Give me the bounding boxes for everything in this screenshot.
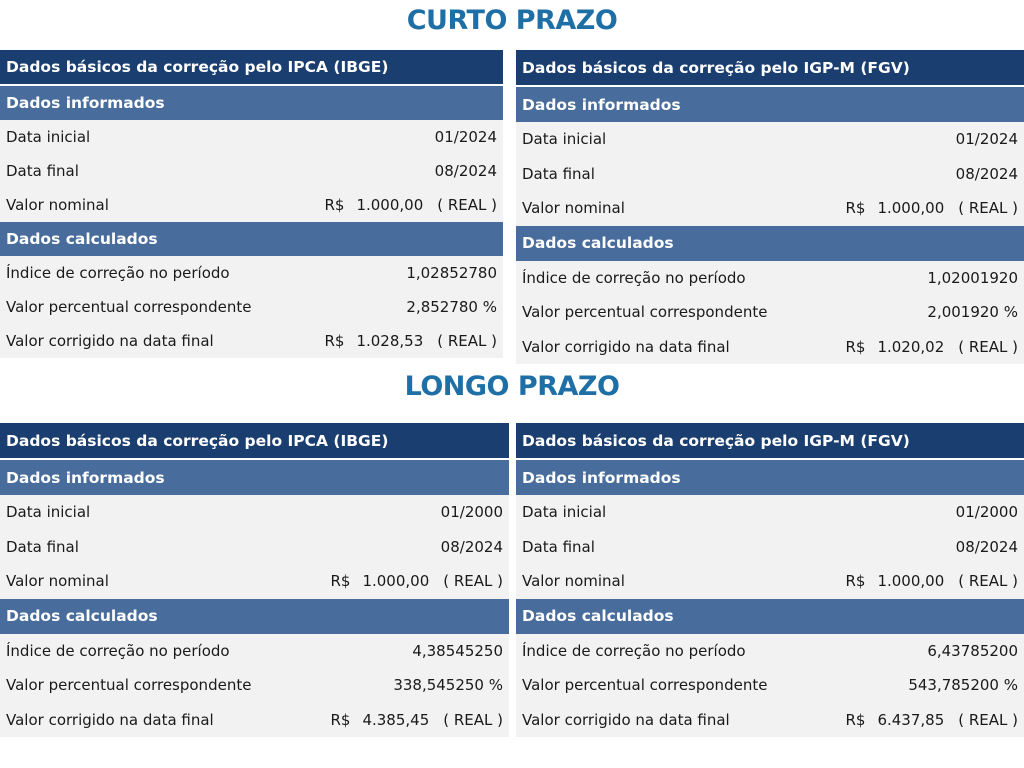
currency-symbol: R$	[324, 196, 345, 214]
value-data-inicial: 01/2024	[955, 130, 1018, 149]
panel-header: Dados básicos da correção pelo IPCA (IBGE)	[0, 423, 509, 460]
currency-symbol: R$	[845, 337, 866, 356]
label-indice: Índice de correção no período	[522, 641, 746, 660]
currency-symbol: R$	[845, 572, 866, 591]
short-term-title: CURTO PRAZO	[406, 5, 618, 36]
row-indice	[516, 634, 1024, 669]
row-data-inicial	[0, 120, 503, 154]
unit-label: ( REAL )	[443, 710, 503, 729]
currency-symbol: R$	[845, 710, 866, 729]
value-corrigido: 1.028,53	[356, 332, 424, 350]
label-valor-nominal: Valor nominal	[522, 199, 625, 218]
row-corrigido	[516, 330, 1024, 365]
label-data-inicial: Data inicial	[522, 130, 607, 149]
unit-label: ( REAL )	[437, 332, 497, 350]
label-valor-nominal: Valor nominal	[522, 572, 625, 591]
informed-data-header: Dados informados	[0, 460, 509, 495]
row-data-final	[0, 154, 503, 188]
value-indice: 6,43785200	[927, 641, 1018, 660]
panel-header: Dados básicos da correção pelo IGP-M (FGV)	[516, 423, 1024, 460]
value-data-final: 08/2024	[440, 537, 503, 556]
label-data-inicial: Data inicial	[6, 128, 91, 146]
panel-header: Dados básicos da correção pelo IPCA (IBGE)	[0, 50, 503, 86]
value-valor-nominal: 1.000,00	[356, 196, 424, 214]
informed-data-header: Dados informados	[516, 460, 1024, 495]
correction-panel	[0, 50, 503, 358]
long-term-title: LONGO PRAZO	[404, 371, 620, 402]
value-corrigido: 4.385,45	[362, 710, 430, 729]
unit-label: ( REAL )	[958, 337, 1018, 356]
value-data-inicial: 01/2000	[440, 503, 503, 522]
label-indice: Índice de correção no período	[6, 641, 230, 660]
calculated-data-header: Dados calculados	[516, 599, 1024, 634]
value-percentual: 2,001920 %	[927, 303, 1018, 322]
row-data-inicial	[0, 495, 509, 530]
value-corrigido: 1.020,02	[877, 337, 945, 356]
informed-data-header: Dados informados	[516, 87, 1024, 122]
row-percentual	[0, 290, 503, 324]
label-corrigido: Valor corrigido na data final	[522, 710, 730, 729]
label-valor-nominal: Valor nominal	[6, 196, 109, 214]
unit-label: ( REAL )	[443, 572, 503, 591]
value-indice: 4,38545250	[412, 641, 503, 660]
unit-label: ( REAL )	[958, 199, 1018, 218]
value-valor-nominal: 1.000,00	[877, 199, 945, 218]
value-data-final: 08/2024	[434, 162, 497, 180]
row-data-final	[516, 530, 1024, 565]
label-data-final: Data final	[522, 537, 595, 556]
value-indice: 1,02852780	[406, 264, 497, 282]
row-valor-nominal	[516, 191, 1024, 226]
row-data-inicial	[516, 495, 1024, 530]
value-indice: 1,02001920	[927, 268, 1018, 287]
label-indice: Índice de correção no período	[522, 268, 746, 287]
value-data-final: 08/2024	[955, 537, 1018, 556]
row-valor-nominal	[516, 564, 1024, 599]
calculated-data-header: Dados calculados	[0, 599, 509, 634]
row-corrigido	[0, 324, 503, 358]
correction-panel	[0, 423, 509, 737]
row-corrigido	[0, 703, 509, 738]
correction-panel	[516, 423, 1024, 737]
label-percentual: Valor percentual correspondente	[522, 676, 768, 695]
unit-label: ( REAL )	[958, 710, 1018, 729]
label-percentual: Valor percentual correspondente	[522, 303, 768, 322]
label-corrigido: Valor corrigido na data final	[6, 332, 214, 350]
unit-label: ( REAL )	[958, 572, 1018, 591]
row-data-final	[516, 157, 1024, 192]
value-valor-nominal: 1.000,00	[362, 572, 430, 591]
row-valor-nominal	[0, 564, 509, 599]
row-indice	[0, 634, 509, 669]
informed-data-header: Dados informados	[0, 86, 503, 120]
value-data-inicial: 01/2000	[955, 503, 1018, 522]
label-data-final: Data final	[522, 164, 595, 183]
unit-label: ( REAL )	[437, 196, 497, 214]
label-data-final: Data final	[6, 162, 79, 180]
label-indice: Índice de correção no período	[6, 264, 230, 282]
currency-symbol: R$	[330, 572, 351, 591]
value-data-inicial: 01/2024	[434, 128, 497, 146]
row-indice	[516, 261, 1024, 296]
value-data-final: 08/2024	[955, 164, 1018, 183]
row-data-final	[0, 530, 509, 565]
calculated-data-header: Dados calculados	[0, 222, 503, 256]
label-percentual: Valor percentual correspondente	[6, 298, 252, 316]
row-percentual	[516, 668, 1024, 703]
value-percentual: 338,545250 %	[393, 676, 503, 695]
currency-symbol: R$	[330, 710, 351, 729]
currency-symbol: R$	[845, 199, 866, 218]
label-corrigido: Valor corrigido na data final	[6, 710, 214, 729]
calculated-data-header: Dados calculados	[516, 226, 1024, 261]
row-percentual	[0, 668, 509, 703]
row-corrigido	[516, 703, 1024, 738]
value-percentual: 2,852780 %	[406, 298, 497, 316]
value-valor-nominal: 1.000,00	[877, 572, 945, 591]
correction-panel	[516, 50, 1024, 364]
row-indice	[0, 256, 503, 290]
row-valor-nominal	[0, 188, 503, 222]
label-percentual: Valor percentual correspondente	[6, 676, 252, 695]
row-percentual	[516, 295, 1024, 330]
label-data-inicial: Data inicial	[6, 503, 91, 522]
label-valor-nominal: Valor nominal	[6, 572, 109, 591]
label-corrigido: Valor corrigido na data final	[522, 337, 730, 356]
panel-header: Dados básicos da correção pelo IGP-M (FGV)	[516, 50, 1024, 87]
label-data-final: Data final	[6, 537, 79, 556]
row-data-inicial	[516, 122, 1024, 157]
currency-symbol: R$	[324, 332, 345, 350]
label-data-inicial: Data inicial	[522, 503, 607, 522]
value-percentual: 543,785200 %	[908, 676, 1018, 695]
value-corrigido: 6.437,85	[877, 710, 945, 729]
